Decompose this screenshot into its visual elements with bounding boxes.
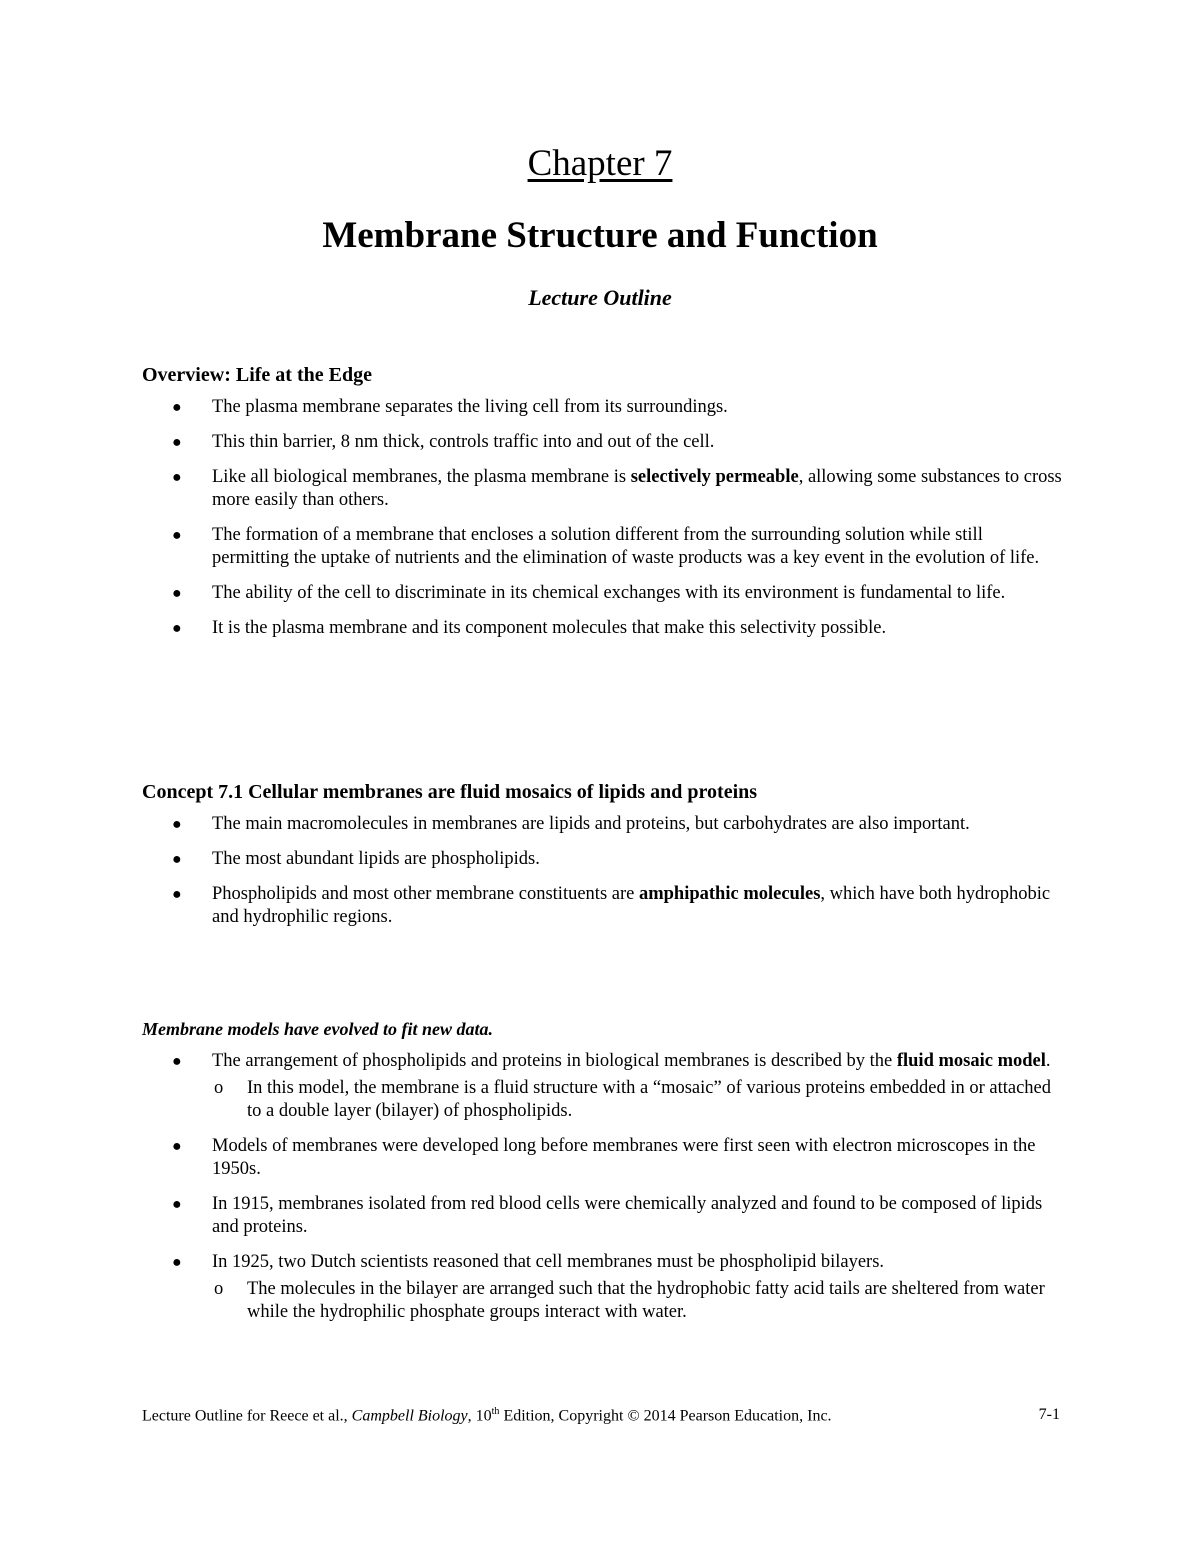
list-item: ● This thin barrier, 8 nm thick, controls traffic into and out of the cell.: [172, 432, 715, 452]
list-item: ● Phospholipids and most other membrane constituents are amphipathic molecules, which have both hydrophobic and hydrophilic regions.: [172, 884, 1051, 927]
page-number: 7-1: [1038, 1406, 1060, 1423]
concept-heading: Concept 7.1 Cellular membranes are fluid mosaics of lipids and proteins: [142, 781, 758, 803]
membrane-models-section: [142, 1016, 1062, 1336]
sub-list: [212, 1077, 1062, 1123]
key-term: fluid mosaic model: [896, 1051, 1046, 1071]
concept-7-1-section: [142, 779, 1062, 941]
bullet-icon: ●: [172, 1254, 182, 1271]
bullet-icon: ●: [172, 469, 182, 486]
list-item: ● In 1925, two Dutch scientists reasoned that cell membranes must be phospholipid bilayers. o The molecules in the bilayer are arranged such that the hydrophobic fatty acid tails are sheltered from water while the hydrophilic phosphate groups interact with water.: [142, 1251, 1062, 1324]
list-item: ● The main macromolecules in membranes are lipids and proteins, but carbohydrates are also important.: [172, 814, 970, 834]
book-title: Campbell Biology: [351, 1407, 468, 1425]
bullet-icon: ●: [172, 527, 182, 544]
sub-list-item: o The molecules in the bilayer are arranged such that the hydrophobic fatty acid tails are sheltered from water while the hydrophilic phosphate groups interact with water.: [214, 1279, 1045, 1322]
sub-list: [212, 1278, 1062, 1324]
bullet-icon: ●: [172, 620, 182, 637]
list-item: ● Models of membranes were developed long before membranes were first seen with electron microscopes in the 1950s.: [172, 1136, 1036, 1179]
concept-list: [142, 813, 1062, 929]
chapter-label: Chapter 7: [527, 143, 673, 184]
sub-bullet-icon: o: [214, 1279, 224, 1299]
models-list: [142, 1050, 1062, 1324]
list-item: ● In 1915, membranes isolated from red blood cells were chemically analyzed and found to be composed of lipids and proteins.: [172, 1194, 1043, 1237]
bullet-icon: ●: [172, 434, 182, 451]
bullet-icon: ●: [172, 1196, 182, 1213]
key-term: selectively permeable: [630, 467, 799, 487]
bullet-icon: ●: [172, 399, 182, 416]
key-term: amphipathic molecules: [638, 884, 821, 904]
list-item: ● Like all biological membranes, the plasma membrane is selectively permeable, allowing some substances to cross more easily than others.: [172, 467, 1062, 510]
overview-heading: Overview: Life at the Edge: [142, 364, 372, 386]
list-item: ● The ability of the cell to discriminate in its chemical exchanges with its environment is fundamental to life.: [172, 583, 1006, 603]
page-footer: [142, 1406, 1060, 1425]
sub-list-item: o In this model, the membrane is a fluid structure with a “mosaic” of various proteins embedded in or attached to a double layer (bilayer) of phospholipids.: [214, 1078, 1051, 1121]
footer-citation: Lecture Outline for Reece et al., Campbell Biology, 10th Edition, Copyright © 2014 Pearson Education, Inc.: [142, 1406, 832, 1425]
overview-list: [142, 396, 1062, 640]
bullet-icon: ●: [172, 886, 182, 903]
list-item: ● The plasma membrane separates the living cell from its surroundings.: [172, 397, 728, 417]
bullet-icon: ●: [172, 585, 182, 602]
bullet-icon: ●: [172, 851, 182, 868]
bullet-icon: ●: [172, 816, 182, 833]
subsection-heading: Membrane models have evolved to fit new data.: [142, 1019, 493, 1039]
bullet-icon: ●: [172, 1053, 182, 1070]
list-item: ● The most abundant lipids are phospholipids.: [172, 849, 540, 869]
sub-bullet-icon: o: [214, 1078, 224, 1098]
bullet-icon: ●: [172, 1138, 182, 1155]
list-item: ● It is the plasma membrane and its component molecules that make this selectivity possible.: [172, 618, 887, 638]
page-subtitle: Lecture Outline: [528, 285, 672, 310]
list-item: ● The arrangement of phospholipids and proteins in biological membranes is described by the fluid mosaic model. o In this model, the membrane is a fluid structure with a “mosaic” of various proteins embedded in or attached to a double layer (bilayer) of phospholipids.: [142, 1050, 1062, 1123]
list-item: ● The formation of a membrane that encloses a solution different from the surrounding solution while still permitting the uptake of nutrients and the elimination of waste products was a key event in the evolution of life.: [172, 525, 1040, 568]
page-title: Membrane Structure and Function: [322, 215, 878, 256]
overview-section: [142, 362, 1062, 652]
